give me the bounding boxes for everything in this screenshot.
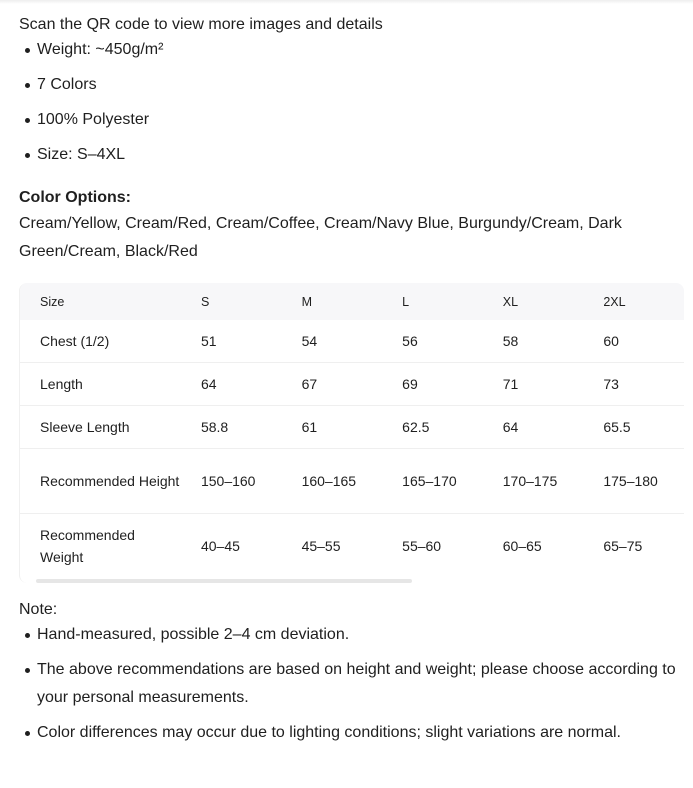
note-heading: Note:: [19, 601, 58, 618]
table-cell: 64: [483, 406, 584, 449]
row-label: Sleeve Length: [20, 406, 181, 449]
header-xl: XL: [483, 283, 584, 320]
table-cell: 40–45: [200, 538, 240, 554]
spec-colors: 7 Colors: [19, 71, 683, 99]
size-table-container[interactable]: [19, 283, 684, 583]
table-cell: 64: [181, 363, 282, 406]
table-row: [20, 320, 684, 363]
table-cell: 60: [583, 320, 684, 363]
table-cell: 58.8: [181, 406, 282, 449]
size-table: [20, 283, 684, 578]
table-cell: 69: [382, 363, 483, 406]
table-cell: 62.5: [382, 406, 483, 449]
note-list: [19, 621, 683, 747]
note-item: Hand-measured, possible 2–4 cm deviation.: [19, 621, 683, 649]
product-details: [19, 14, 683, 754]
table-row: [20, 449, 684, 514]
header-m: M: [282, 283, 383, 320]
table-cell: 67: [282, 363, 383, 406]
table-cell: 54: [282, 320, 383, 363]
header-l: L: [382, 283, 483, 320]
row-label: Chest (1/2): [20, 320, 181, 363]
spec-list: [19, 36, 683, 169]
table-row: [20, 363, 684, 406]
row-label: Length: [20, 363, 181, 406]
table-cell: 165–170: [382, 449, 483, 514]
table-cell: 71: [483, 363, 584, 406]
table-cell: 175–180: [583, 449, 684, 514]
table-cell: 73: [583, 363, 684, 406]
spec-size: Size: S–4XL: [19, 141, 683, 169]
color-options-heading: Color Options:: [19, 189, 131, 206]
table-cell: 58: [483, 320, 584, 363]
header-s: S: [181, 283, 282, 320]
header-size: Size: [20, 283, 181, 320]
table-cell: 56: [382, 320, 483, 363]
row-label: Recommended Weight: [40, 527, 135, 565]
color-options-list: Cream/Yellow, Cream/Red, Cream/Coffee, Cream/Navy Blue, Burgundy/Cream, Dark Green/Cream, Black/Red: [19, 215, 622, 260]
note-item: Color differences may occur due to lighting conditions; slight variations are normal.: [19, 719, 683, 747]
table-cell: 45–55: [301, 538, 341, 554]
table-cell: 60–65: [502, 538, 542, 554]
spec-weight: Weight: ~450g/m²: [19, 36, 683, 64]
table-cell: 55–60: [402, 538, 442, 554]
table-cell: 150–160: [181, 449, 282, 514]
table-cell: 65.5: [583, 406, 684, 449]
table-cell: 170–175: [483, 449, 584, 514]
row-label: Recommended Height: [20, 449, 181, 514]
table-cell: 61: [282, 406, 383, 449]
top-divider: [0, 0, 693, 4]
note-item: The above recommendations are based on height and weight; please choose according to your personal measurements.: [19, 656, 683, 712]
table-cell: 65–75: [603, 538, 643, 554]
table-row: [20, 406, 684, 449]
table-header-row: [20, 283, 684, 320]
qr-intro-text: Scan the QR code to view more images and details: [19, 16, 383, 33]
table-row: [20, 514, 684, 579]
table-cell: 160–165: [282, 449, 383, 514]
spec-material: 100% Polyester: [19, 106, 683, 134]
header-2xl: 2XL: [583, 283, 684, 320]
table-cell: 51: [181, 320, 282, 363]
horizontal-scrollbar[interactable]: [36, 579, 412, 583]
